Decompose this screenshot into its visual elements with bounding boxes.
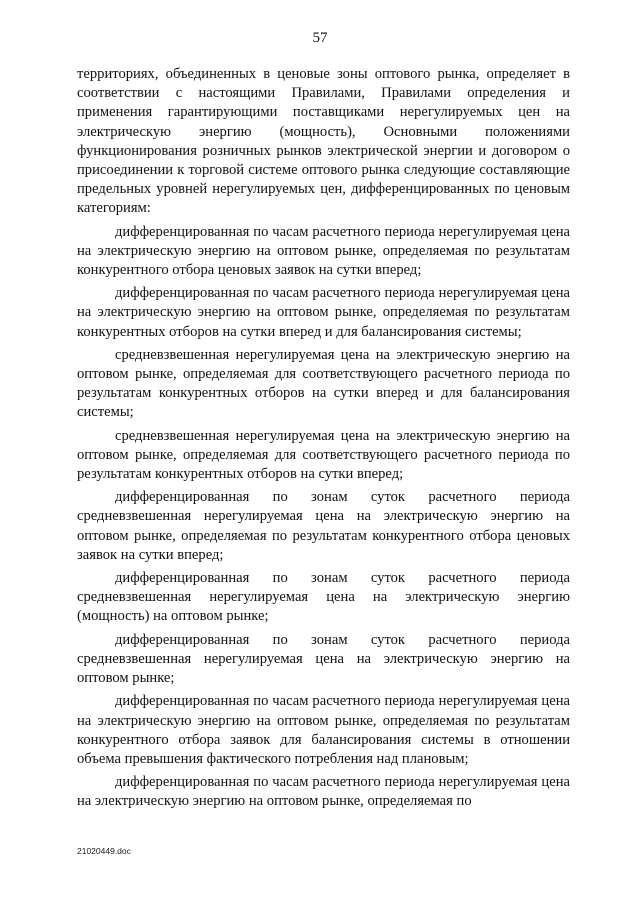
paragraph-intro: территориях, объединенных в ценовые зоны оптового рынка, определяет в соответствии с настоящими Правилами, Правилами определения и применения гарантирующими поставщиками нерегулируемых цен на электрическую энергию (мощность), Основными положениями функционирования розничных рынков электрической энергии и договором о присоединении к торговой системе оптового рынка следующие составляющие предельных уровней нерегулируемых цен, дифференцированных по ценовым категориям: (77, 66, 570, 217)
paragraph-item: дифференцированная по зонам суток расчетного периода средневзвешенная нерегулируемая цена на электрическую энергию (мощность) на оптовом рынке; (77, 570, 570, 625)
paragraph-item: дифференцированная по зонам суток расчетного периода средневзвешенная нерегулируемая цена на электрическую энергию на оптовом рынке; (77, 631, 570, 687)
paragraph-item: средневзвешенная нерегулируемая цена на электрическую энергию на оптовом рынке, определяемая для соответствующего расчетного периода по результатам конкурентных отборов на сутки вперед и для балансирования системы; (77, 346, 570, 421)
paragraph-item: дифференцированная по зонам суток расчетного периода средневзвешенная нерегулируемая цена на электрическую энергию на оптовом рынке, определяемая по результатам конкурентного отбора ценовых заявок на сутки вперед; (77, 489, 570, 563)
paragraph-item: средневзвешенная нерегулируемая цена на электрическую энергию на оптовом рынке, определяемая для соответствующего расчетного периода по результатам конкурентных отборов на сутки вперед; (77, 427, 570, 483)
file-name-footer: 21020449.doc (77, 846, 131, 856)
paragraph-item: дифференцированная по часам расчетного периода нерегулируемая цена на электрическую энергию на оптовом рынке, определяемая по результатам конкурентных отборов на сутки вперед и для балансирования системы; (77, 285, 570, 340)
page-number: 57 (312, 30, 328, 46)
document-body (77, 65, 570, 816)
paragraph-item: дифференцированная по часам расчетного периода нерегулируемая цена на электрическую энергию на оптовом рынке, определяемая по результатам конкурентного отбора ценовых заявок на сутки вперед; (77, 223, 570, 279)
paragraph-item: дифференцированная по часам расчетного периода нерегулируемая цена на электрическую энергию на оптовом рынке, определяемая по результатам конкурентного отбора заявок для балансирования системы в отношении объема превышения фактического потребления над плановым; (77, 693, 570, 767)
paragraph-item-continued: дифференцированная по часам расчетного периода нерегулируемая цена на электрическую энергию на оптовом рынке, определяемая по (77, 774, 570, 810)
